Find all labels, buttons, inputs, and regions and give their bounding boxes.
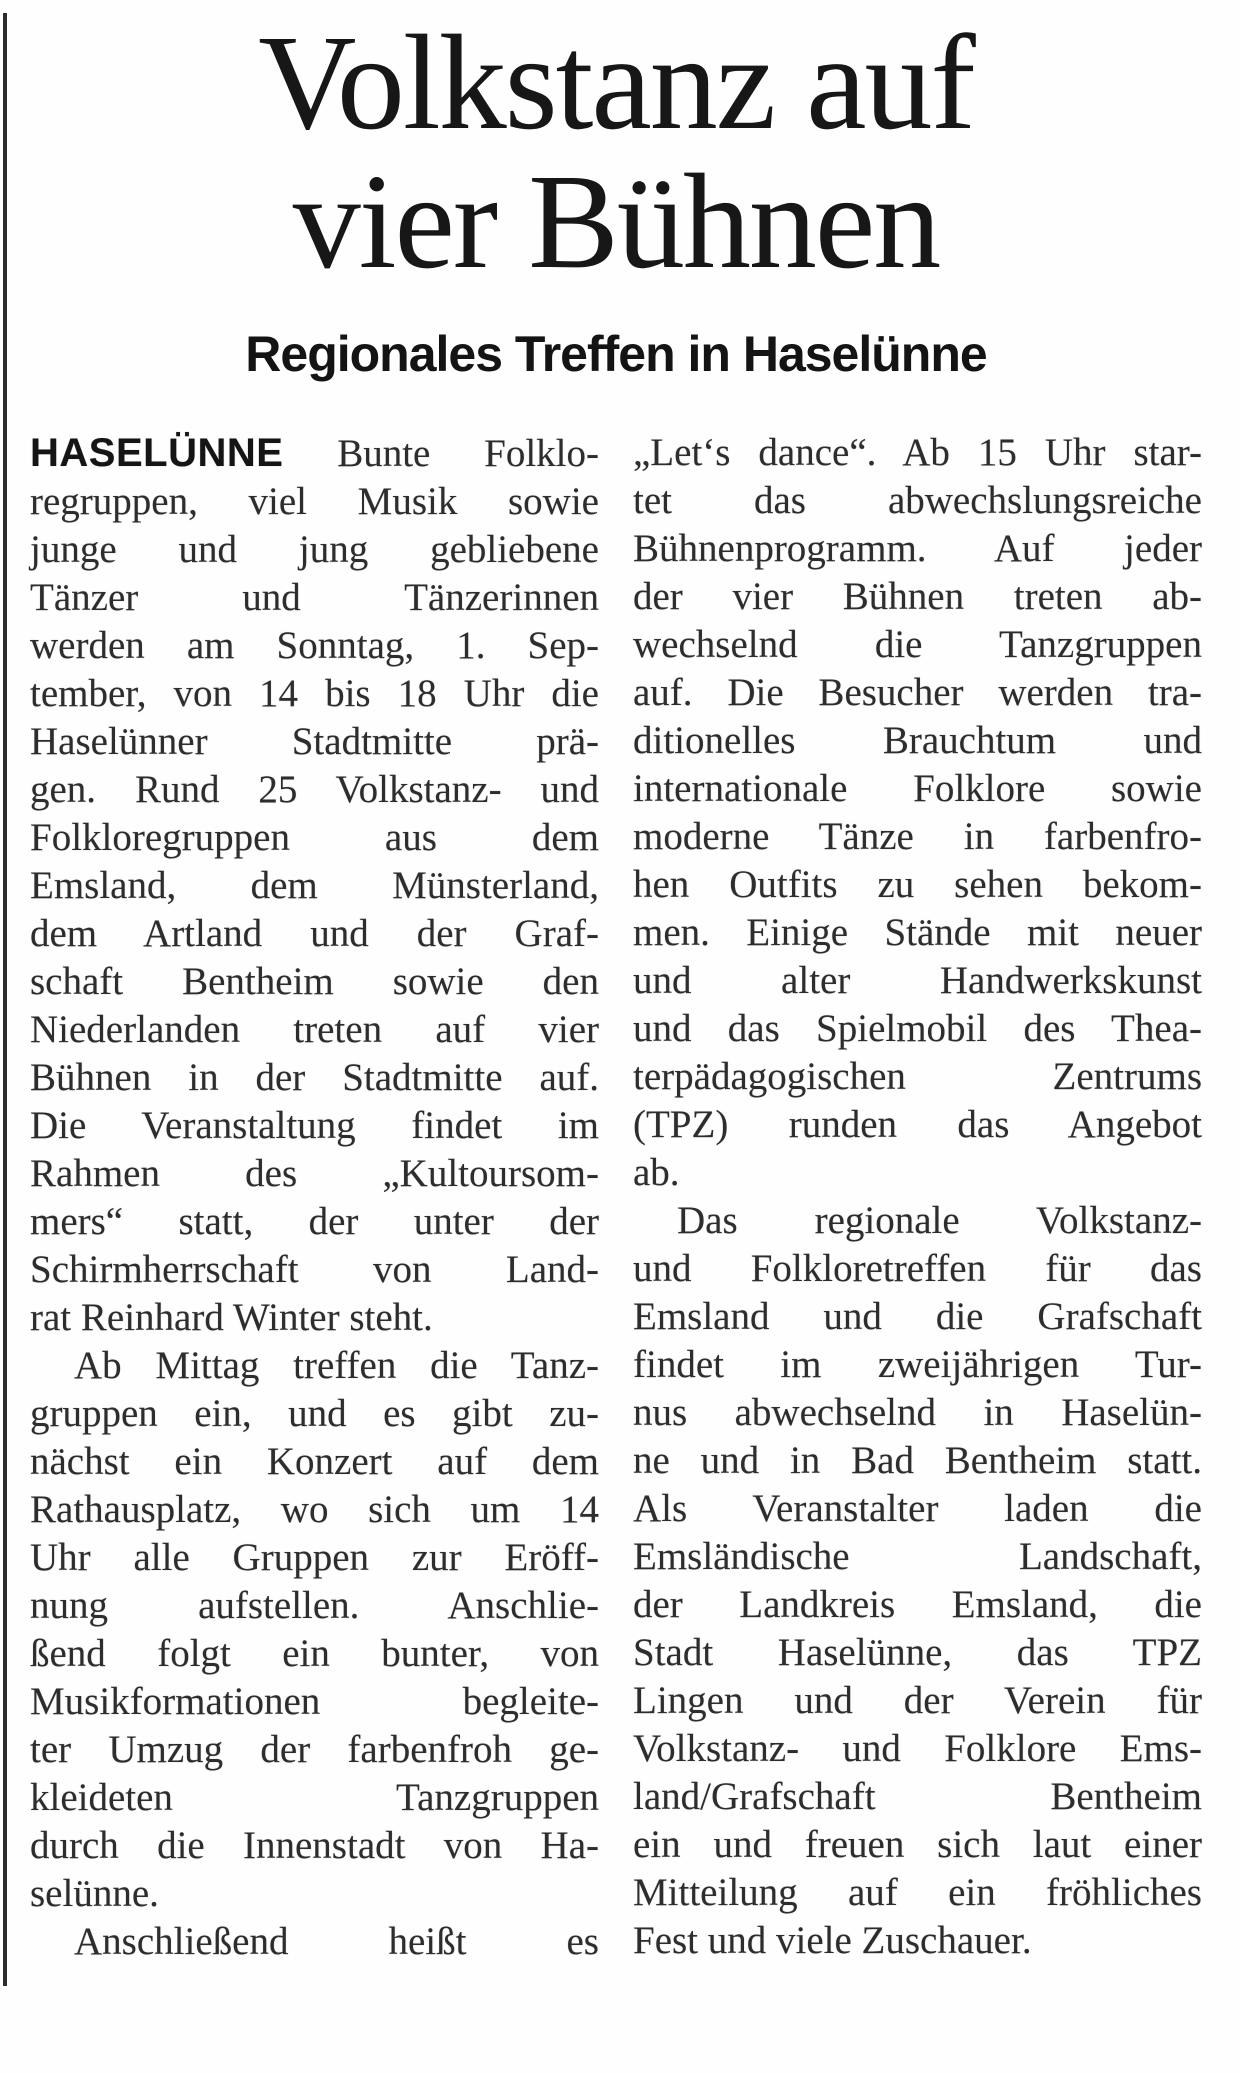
- article-text-line: findet im zweijährigen Tur-: [633, 1343, 1202, 1387]
- article-text-line: Stadt Haselünne, das TPZ: [633, 1631, 1202, 1675]
- article-text-line: Bühnenprogramm. Auf jeder: [633, 527, 1202, 571]
- article-text-line: Lingen und der Verein für: [633, 1679, 1202, 1723]
- article-text-line: (TPZ) runden das Angebot: [633, 1103, 1202, 1147]
- article-text-line: ßend folgt ein bunter, von: [30, 1632, 599, 1676]
- article-text-line: gen. Rund 25 Volkstanz- und: [30, 768, 599, 812]
- article-text-line: Rahmen des „Kultoursom-: [30, 1152, 599, 1196]
- article-text-line: Ab Mittag treffen die Tanz-: [74, 1344, 599, 1388]
- article-text-line: und Folkloretreffen für das: [633, 1247, 1202, 1291]
- article-column-left: [30, 429, 599, 1966]
- article-text-line: ab.: [633, 1151, 680, 1195]
- article-body: [30, 429, 1202, 1966]
- article-text-line: tember, von 14 bis 18 Uhr die: [30, 672, 599, 716]
- dateline-city: HASELÜNNE: [30, 431, 284, 476]
- article-text-line: Emsländische Landschaft,: [633, 1535, 1202, 1579]
- article-text-line: mers“ statt, der unter der: [30, 1200, 599, 1244]
- article-text-line: durch die Innenstadt von Ha-: [30, 1824, 599, 1868]
- article-text-line: nus abwechselnd in Haselün-: [633, 1391, 1202, 1435]
- article-text-line: ne und in Bad Bentheim statt.: [633, 1439, 1202, 1483]
- article-text-line: rat Reinhard Winter steht.: [30, 1296, 433, 1340]
- article-text-line: Als Veranstalter laden die: [633, 1487, 1202, 1531]
- article-text-line: kleideten Tanzgruppen: [30, 1776, 599, 1820]
- article-text-line: auf. Die Besucher werden tra-: [633, 671, 1202, 715]
- article-text-line: Volkstanz- und Folklore Ems-: [633, 1727, 1202, 1771]
- headline-line-2: vier Bühnen: [292, 146, 940, 297]
- article-text-line: dem Artland und der Graf-: [30, 912, 599, 956]
- article-text-line: moderne Tänze in farbenfro-: [633, 815, 1202, 859]
- article-text-line: ditionelles Brauchtum und: [633, 719, 1202, 763]
- article-text-line: Mitteilung auf ein fröhliches: [633, 1871, 1202, 1915]
- article-text-line: gruppen ein, und es gibt zu-: [30, 1392, 599, 1436]
- article-text-line: Anschließend heißt es: [74, 1920, 599, 1964]
- article-text-line: ter Umzug der farbenfroh ge-: [30, 1728, 599, 1772]
- article-text-line: Fest und viele Zuschauer.: [633, 1919, 1032, 1963]
- article-text-line: HASELÜNNE Bunte Folklo-: [30, 431, 599, 476]
- article-text-line: land/Grafschaft Bentheim: [633, 1775, 1202, 1819]
- article-text-line: wechselnd die Tanzgruppen: [633, 623, 1202, 667]
- article-column-right: [633, 429, 1202, 1966]
- article-subheadline: Regionales Treffen in Haselünne: [245, 326, 987, 383]
- article-text-line: schaft Bentheim sowie den: [30, 960, 599, 1004]
- article-text-line: Emsland, dem Münsterland,: [30, 864, 599, 908]
- article-text-line: junge und jung gebliebene: [30, 528, 599, 572]
- article-text-line: Das regionale Volkstanz-: [677, 1199, 1202, 1243]
- left-column-rule: [3, 13, 7, 1986]
- article-text-line: men. Einige Stände mit neuer: [633, 911, 1202, 955]
- article-text-line: tet das abwechslungsreiche: [633, 479, 1202, 523]
- headline-line-1: Volkstanz auf: [258, 8, 974, 158]
- article-text-line: Niederlanden treten auf vier: [30, 1008, 599, 1052]
- article-text-line: nächst ein Konzert auf dem: [30, 1440, 599, 1484]
- article-headline: [30, 8, 1202, 297]
- article-text-line: regruppen, viel Musik sowie: [30, 480, 599, 524]
- article-text-line: Folkloregruppen aus dem: [30, 816, 599, 860]
- article-text-line: Schirmherrschaft von Land-: [30, 1248, 599, 1292]
- article-text-line: Uhr alle Gruppen zur Eröff-: [30, 1536, 599, 1580]
- article-text-line: Emsland und die Grafschaft: [633, 1295, 1202, 1339]
- article-text-line: internationale Folklore sowie: [633, 767, 1202, 811]
- article-text-line: Rathausplatz, wo sich um 14: [30, 1488, 599, 1532]
- article-text-line: nung aufstellen. Anschlie-: [30, 1584, 599, 1628]
- article-text-line: „Let‘s dance“. Ab 15 Uhr star-: [633, 431, 1202, 475]
- article-text-line: terpädagogischen Zentrums: [633, 1055, 1202, 1099]
- article-text-line: Bühnen in der Stadtmitte auf.: [30, 1056, 599, 1100]
- article: [30, 0, 1202, 1966]
- article-text-line: ein und freuen sich laut einer: [633, 1823, 1202, 1867]
- article-text-line: hen Outfits zu sehen bekom-: [633, 863, 1202, 907]
- article-text-line: und alter Handwerkskunst: [633, 959, 1202, 1003]
- article-text-line: der Landkreis Emsland, die: [633, 1583, 1202, 1627]
- article-text-line: Musikformationen begleite-: [30, 1680, 599, 1724]
- article-text-line: Haselünner Stadtmitte prä-: [30, 720, 599, 764]
- article-text-line: selünne.: [30, 1872, 159, 1916]
- article-text-line: und das Spielmobil des Thea-: [633, 1007, 1202, 1051]
- article-text-line: werden am Sonntag, 1. Sep-: [30, 624, 599, 668]
- article-text-line: der vier Bühnen treten ab-: [633, 575, 1202, 619]
- article-text-line: Tänzer und Tänzerinnen: [30, 576, 599, 620]
- article-text-line: Die Veranstaltung findet im: [30, 1104, 599, 1148]
